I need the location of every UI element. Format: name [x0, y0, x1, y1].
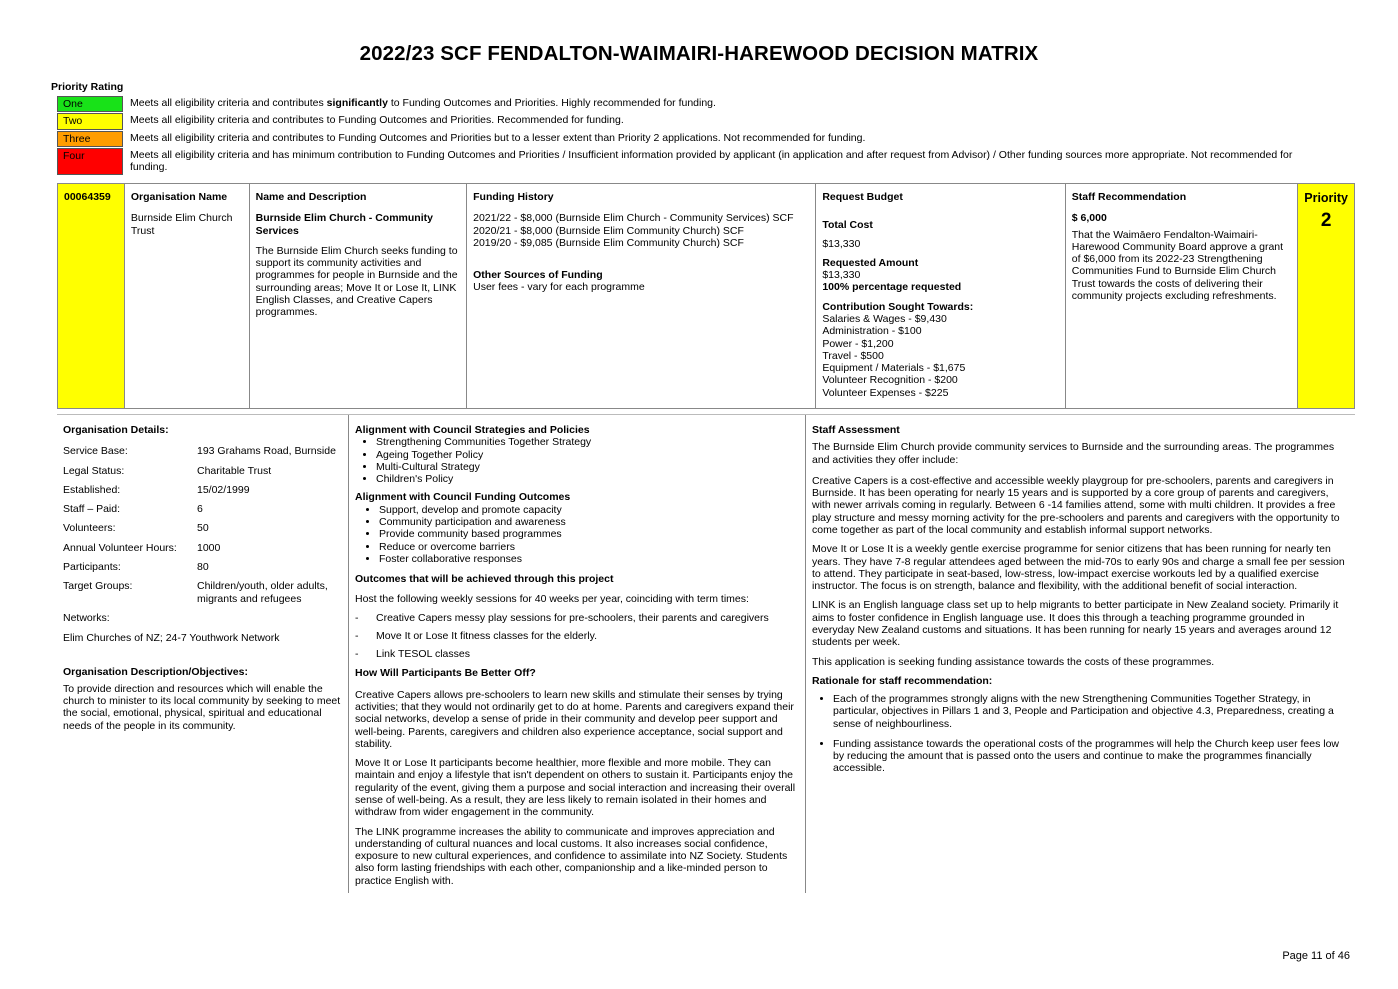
priority-value: 2 — [1320, 209, 1332, 231]
strategies-heading: Alignment with Council Strategies and Policies — [355, 424, 590, 436]
priority-swatch-three: Three — [57, 131, 123, 147]
outcomes-heading: Alignment with Council Funding Outcomes — [355, 491, 571, 504]
detail-row-target-groups: Target Groups: Children/youth, older adults, migrants and refugees — [63, 580, 328, 605]
detail-row-volunteer-hours: Annual Volunteer Hours: 1000 — [63, 541, 221, 554]
priority-row-two — [57, 113, 1317, 129]
list-item: • Reduce or overcome barriers — [379, 541, 799, 553]
other-sources-label: Other Sources of Funding — [473, 269, 603, 282]
priority-swatch-two: Two — [57, 113, 123, 129]
page-title: 2022/23 SCF FENDALTON-WAIMAIRI-HAREWOOD DECISION MATRIX — [359, 42, 1039, 65]
organisation-name-header: Organisation Name — [130, 191, 228, 203]
detail-row-staff-paid: Staff – Paid: 6 — [63, 503, 203, 516]
assessment-paragraph: LINK is an English language class set up to help migrants to better participate in New Zealand society. Primarily it aims to foster confidence in English language use. It does this through a teaching programme grounded in everyday New Zealand customs and situations. It has been running for nearly 15 years and averages around 12 students per week. — [812, 599, 1339, 649]
requested-amount-value: $13,330 — [822, 269, 861, 282]
name-description-header: Name and Description — [255, 191, 367, 203]
request-budget-header: Request Budget — [822, 191, 903, 203]
better-off-paragraph: Move It or Lose It participants become healthier, more flexible and more mobile. They can maintain and enjoy a lifestyle that isn't dependent on others to sustain it. Participants enjoy the regularity of the event, giving them a purpose and social interaction and increasing their overall sense of well-being. As a result, they are less likely to remain isolated in their homes and withdraw from wider engagement in the community. — [355, 757, 796, 819]
contribution-label: Contribution Sought Towards: — [822, 300, 974, 313]
priority-row-three — [57, 131, 1317, 147]
networks-label: Networks: — [63, 611, 110, 624]
list-item: • Funding assistance towards the operational costs of the programmes will help the Church keep user fees low by reducing the amount that is passed onto the users and continue to make the programmes financially accessible. — [833, 738, 1349, 775]
organisation-details-column — [57, 415, 348, 893]
total-cost-value: $13,330 — [822, 237, 861, 250]
staff-recommendation-text: That the Waimāero Fendalton-Waimairi-Harewood Community Board approve a grant of $6,000 from its 2022-23 Strengthening Communities Fund to Burnside Elim Church Trust towards the costs of delivering their community projects excluding refreshments. — [1071, 228, 1284, 302]
project-description: The Burnside Elim Church seeks funding to support its community activities and programmes for people in Burnside and the surrounding areas; Move It or Lose It, LINK English Classes, and Creative Capers programmes. — [255, 244, 458, 319]
priority-label: Priority — [1304, 191, 1349, 205]
list-item: • Provide community based programmes — [379, 528, 799, 540]
detail-row-established: Established: 15/02/1999 — [63, 483, 250, 496]
better-off-paragraph: Creative Capers allows pre-schoolers to learn new skills and stimulate their senses by trying activities; that they would not ordinarily get to do at home. Parents and caregivers expand their social networks, develop a sense of pride in their community and develop peer support and well-being. Parents, caregivers and children also experience acceptance, social support and stability. — [355, 688, 794, 750]
priority-desc-two: Meets all eligibility criteria and contributes to Funding Outcomes and Priorities. Recommended for funding. — [130, 114, 624, 127]
application-summary-table — [57, 183, 1355, 409]
funding-history-item: 2021/22 - $8,000 (Burnside Elim Church - Community Services) SCF — [473, 212, 794, 225]
percentage-requested: 100% percentage requested — [822, 281, 962, 294]
request-budget-cell — [816, 184, 1065, 408]
achieved-list — [355, 612, 799, 661]
priority-desc-four: Meets all eligibility criteria and has minimum contribution to Funding Outcomes and Priorities / Insufficient information provided by applicant (in application and after request from Advisor) / Other funding sources more appropriate. Not recommended for funding. — [130, 148, 1293, 174]
list-item: • Strengthening Communities Together Strategy — [376, 436, 799, 448]
list-item: - Move It or Lose It fitness classes for the elderly. — [355, 630, 799, 642]
funding-history-cell — [467, 184, 816, 408]
list-item: • Community participation and awareness — [379, 516, 799, 528]
detail-row-volunteers: Volunteers: 50 — [63, 522, 209, 535]
funding-history-item: 2019/20 - $9,085 (Burnside Elim Community Church) SCF — [473, 236, 744, 249]
contribution-item: Power - $1,200 — [822, 337, 894, 350]
priority-desc-three: Meets all eligibility criteria and contributes to Funding Outcomes and Priorities but to a lesser extent than Priority 2 applications. Not recommended for funding. — [130, 131, 866, 144]
contribution-item: Administration - $100 — [822, 325, 922, 338]
detail-row-participants: Participants: 80 — [63, 560, 209, 573]
page-number: Page 11 of 46 — [1282, 950, 1350, 962]
name-description-cell — [250, 184, 468, 408]
organisation-details-heading: Organisation Details: — [63, 424, 169, 436]
priority-rating-legend — [57, 96, 1317, 176]
list-item: - Creative Capers messy play sessions for pre-schoolers, their parents and caregivers — [355, 612, 799, 624]
contribution-item: Equipment / Materials - $1,675 — [822, 362, 966, 375]
assessment-paragraph: The Burnside Elim Church provide community services to Burnside and the surrounding areas. The programmes and activities they offer include: — [812, 441, 1335, 466]
funding-history-item: 2020/21 - $8,000 (Burnside Elim Community Church) SCF — [473, 224, 744, 237]
priority-row-one — [57, 96, 1317, 112]
assessment-paragraph: Creative Capers is a cost-effective and accessible weekly playgroup for pre-schoolers, parents and caregivers in Burnside. It has been operating for nearly 15 years and is supported by a core group of parents and caregivers, with newer arrivals coming in regularly. Between 6 -14 families attend, some with multi children. It provides a free play structure and messy morning activity for the pre-schoolers and parents and caregivers with the opportunity to come together as part of the local community and establish informal support networks. — [812, 474, 1340, 536]
staff-recommendation-cell — [1066, 184, 1298, 408]
organisation-name: Burnside Elim Church Trust — [130, 212, 233, 237]
list-item: • Multi-Cultural Strategy — [376, 461, 799, 473]
organisation-description-heading: Organisation Description/Objectives: — [63, 666, 248, 679]
priority-swatch-one: One — [57, 96, 123, 112]
better-off-paragraph: The LINK programme increases the ability to communicate and improves appreciation and understanding of cultural nuances and local customs. It also increases social confidence, exposure to new cultural experiences, and confidence to assimilate into NZ Society. Students also form lasting friendships with each other, companionship and a like-minded person to practice English with. — [355, 825, 788, 887]
rationale-list — [812, 693, 1349, 775]
staff-recommendation-amount: $ 6,000 — [1071, 212, 1107, 225]
achieved-heading: Outcomes that will be achieved through this project — [355, 573, 614, 586]
list-item: • Each of the programmes strongly aligns with the new Strengthening Communities Together Strategy, in particular, objectives in Pillars 1 and 3, People and Participation and objective 4.3, Preparedness, creating a sense of neighbourliness. — [833, 693, 1349, 730]
detail-row-legal-status: Legal Status: Charitable Trust — [63, 464, 272, 477]
priority-row-four — [57, 148, 1317, 175]
assessment-paragraph: Move It or Lose It is a weekly gentle exercise programme for senior citizens that has been running for nearly ten years. They have 7-8 regular attendees aged between the mid-70s to early 90s and charge a small fee per session to attend. They participate in seat-based, low-stress, low-impact exercise workouts led by a qualified exercise instructor. The focus is on strength, balance and flexibility, with the additional benefit of social interaction. — [812, 543, 1345, 593]
list-item: - Link TESOL classes — [355, 648, 799, 660]
total-cost-label: Total Cost — [822, 219, 873, 232]
priority-desc-one: Meets all eligibility criteria and contributes significantly to Funding Outcomes and Priorities. Highly recommended for funding. — [130, 97, 716, 109]
rationale-heading: Rationale for staff recommendation: — [812, 674, 993, 687]
better-off-heading: How Will Participants Be Better Off? — [355, 666, 536, 679]
project-name: Burnside Elim Church - Community Services — [255, 212, 433, 237]
outcomes-list — [355, 504, 799, 565]
detail-section — [57, 414, 1355, 893]
application-id: 00064359 — [58, 184, 125, 408]
staff-assessment-column — [806, 415, 1355, 893]
list-item: • Foster collaborative responses — [379, 553, 799, 565]
contribution-item: Travel - $500 — [822, 349, 884, 362]
funding-history-header: Funding History — [473, 191, 554, 203]
contribution-item: Volunteer Recognition - $200 — [822, 374, 958, 387]
contribution-item: Volunteer Expenses - $225 — [822, 386, 949, 399]
detail-row-service-base: Service Base: 193 Grahams Road, Burnside — [63, 445, 336, 458]
list-item: • Children's Policy — [376, 473, 799, 485]
priority-swatch-four: Four — [57, 148, 123, 175]
priority-rating-heading: Priority Rating — [51, 81, 124, 93]
staff-recommendation-header: Staff Recommendation — [1071, 191, 1187, 203]
strategies-list — [355, 436, 799, 485]
assessment-paragraph: This application is seeking funding assistance towards the costs of these programmes. — [812, 655, 1215, 668]
alignment-column — [348, 415, 806, 893]
staff-assessment-heading: Staff Assessment — [812, 424, 900, 436]
contribution-item: Salaries & Wages - $9,430 — [822, 312, 947, 325]
other-sources: User fees - vary for each programme — [473, 281, 645, 294]
requested-amount-label: Requested Amount — [822, 256, 919, 269]
priority-cell — [1298, 184, 1354, 408]
list-item: • Ageing Together Policy — [376, 449, 799, 461]
list-item: • Support, develop and promote capacity — [379, 504, 799, 516]
organisation-description: To provide direction and resources which will enable the church to minister to its local community by seeking to meet the social, emotional, physical, spiritual and educational needs of the people in its community. — [63, 682, 341, 732]
achieved-intro: Host the following weekly sessions for 40 weeks per year, coinciding with term times: — [355, 593, 749, 606]
networks-value: Elim Churches of NZ; 24-7 Youthwork Network — [63, 632, 280, 645]
organisation-name-cell — [125, 184, 250, 408]
